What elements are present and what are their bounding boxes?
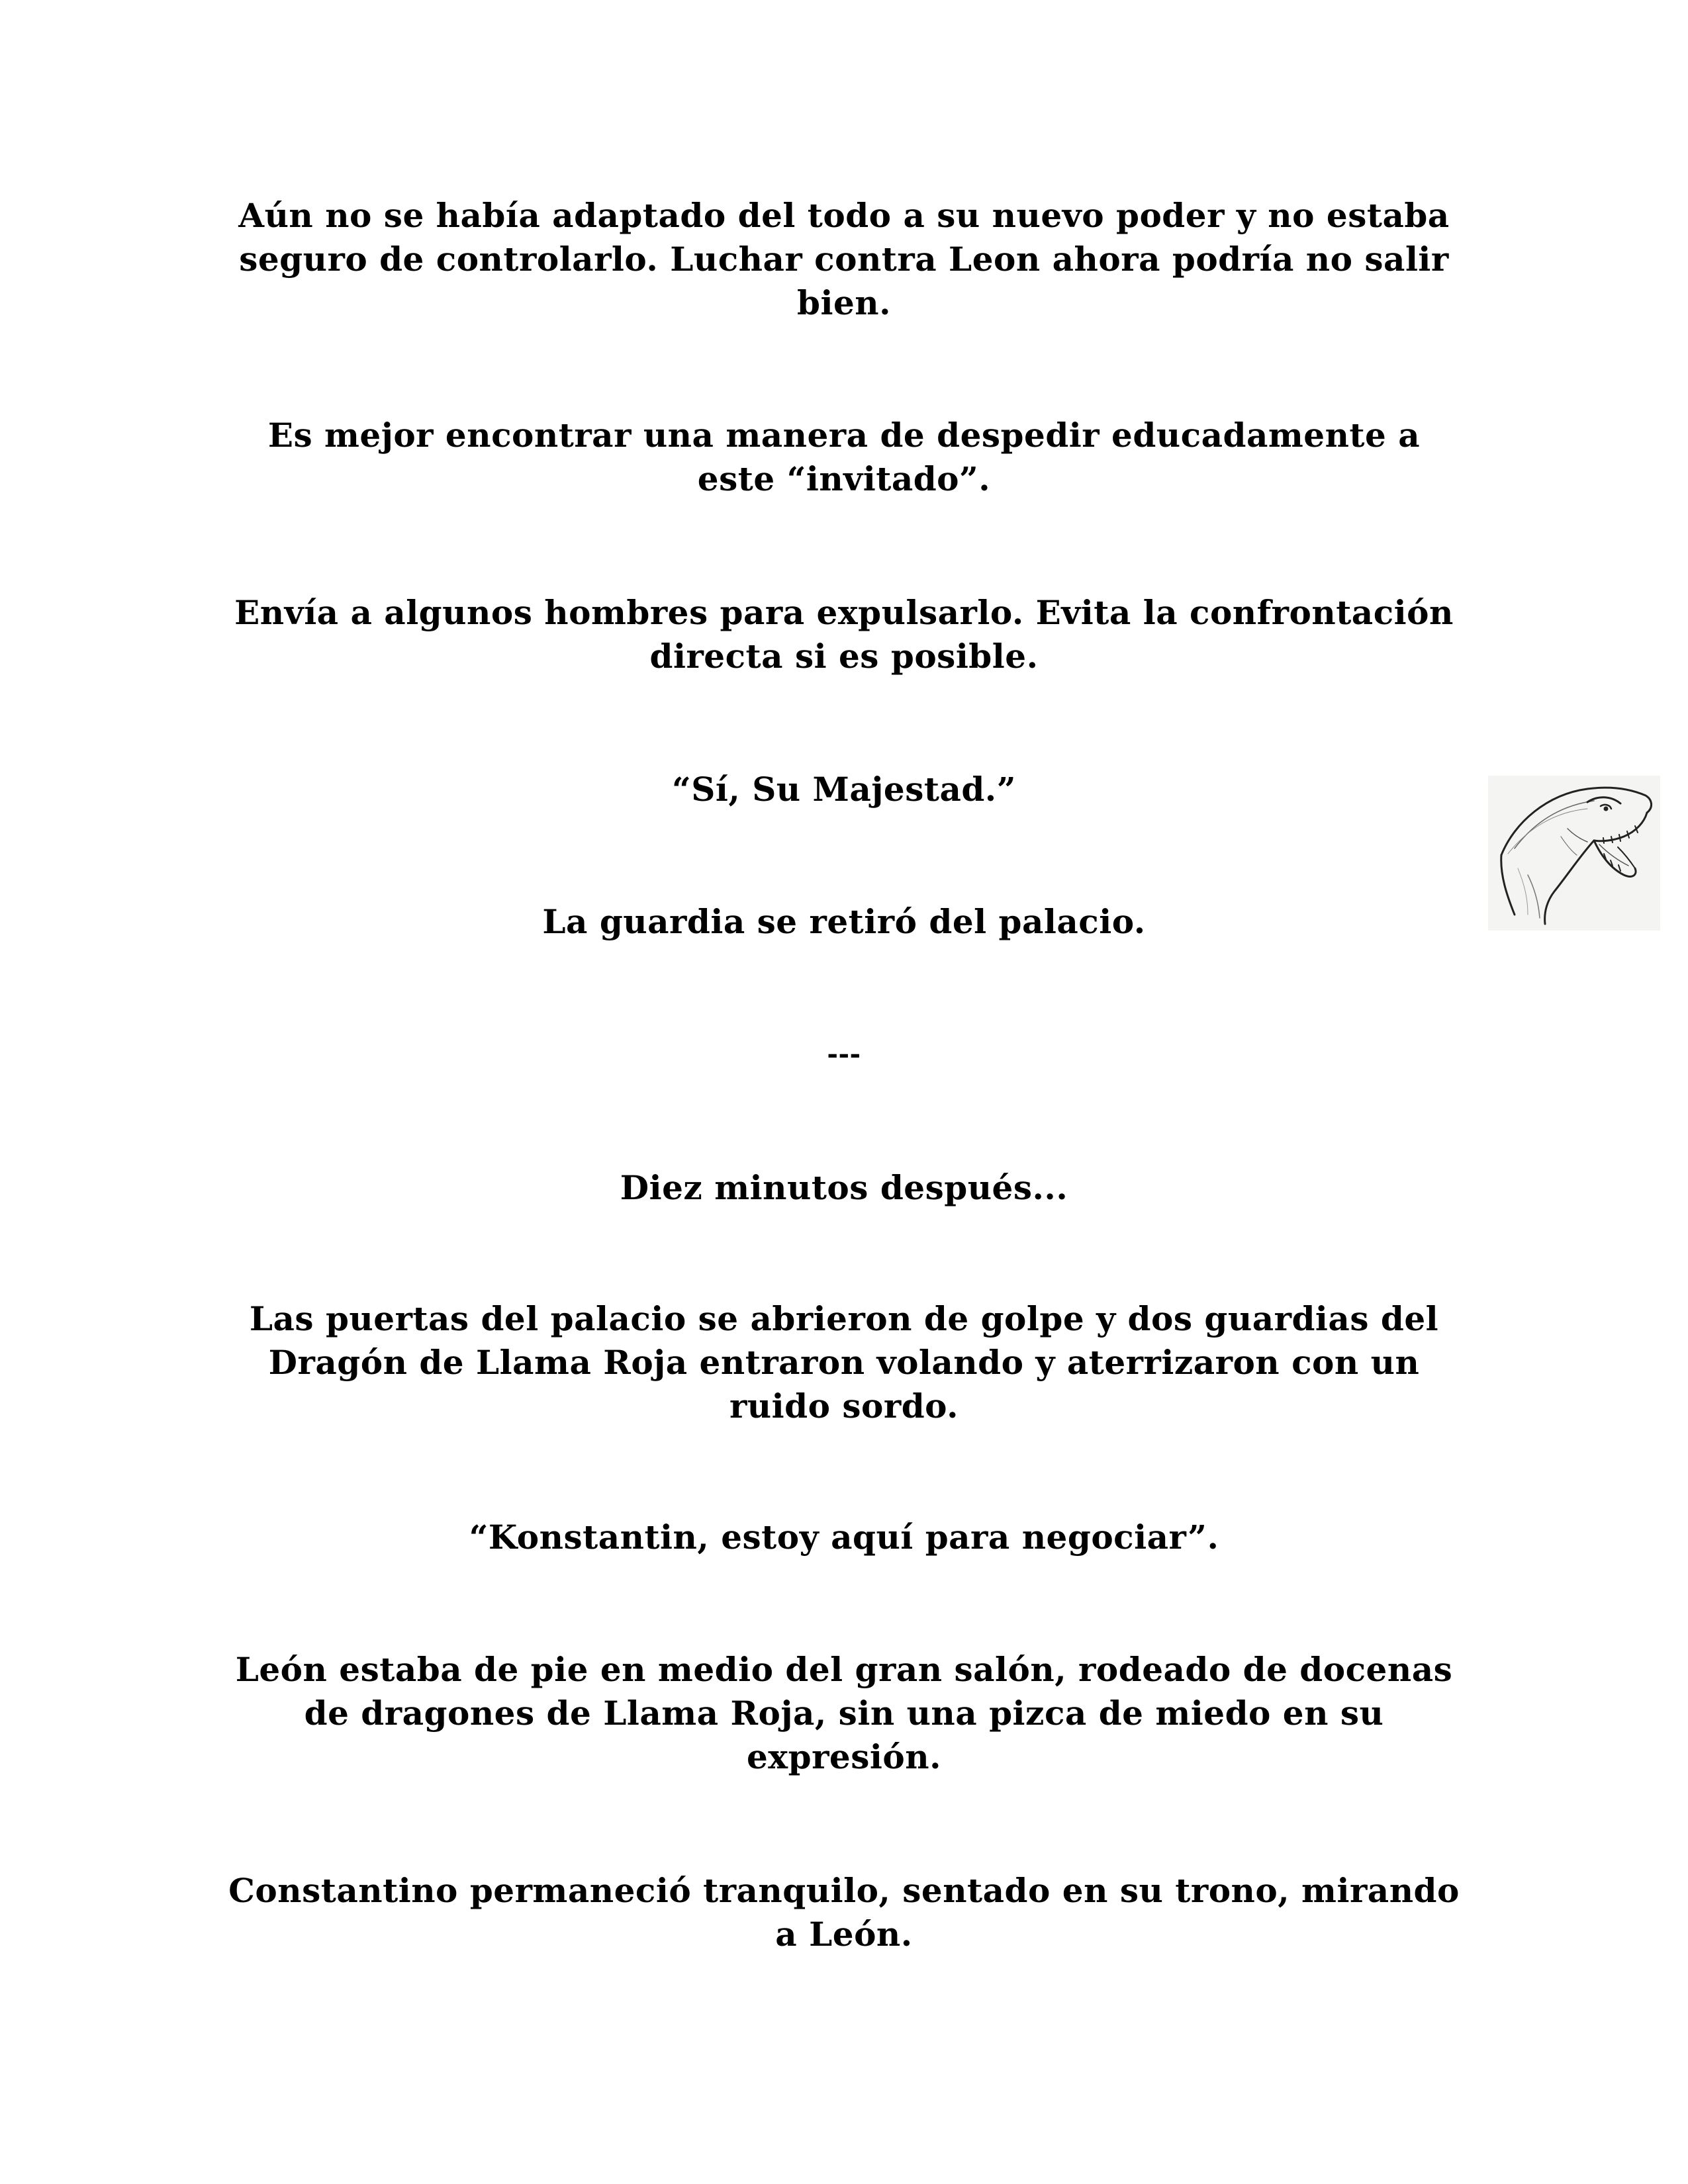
paragraph-adaptation: Aún no se había adaptado del todo a su nuevo poder y no estaba seguro de controlarlo. Luchar contra Leon ahora podría no salir bien. [238,196,1450,322]
paragraph-leon-standing: León estaba de pie en medio del gran salón, rodeado de docenas de dragones de Llama Roja, sin una pizca de miedo en su expresión. [235,1650,1453,1776]
paragraph-constantino-throne: Constantino permaneció tranquilo, sentado en su trono, mirando a León. [228,1871,1460,1954]
paragraph-dismiss-guest: Es mejor encontrar una manera de despedir educadamente a este “invitado”. [267,416,1421,498]
paragraph-guard-retreat: La guardia se retiró del palacio. [542,902,1146,941]
paragraph-majesty-reply: “Sí, Su Majestad.” [672,770,1016,809]
dinosaur-head-icon [1488,776,1660,931]
paragraph-send-men: Envía a algunos hombres para expulsarlo. Evita la confrontación directa si es posible. [234,593,1454,676]
scene-separator: --- [827,1038,861,1069]
paragraph-ten-minutes: Diez minutos después... [620,1168,1068,1207]
paragraph-palace-doors: Las puertas del palacio se abrieron de golpe y dos guardias del Dragón de Llama Roja entraron volando y aterrizaron con un ruido sordo. [249,1299,1439,1426]
dinosaur-head-sketch [1488,776,1660,931]
paragraph-negotiate: “Konstantin, estoy aquí para negociar”. [469,1518,1219,1557]
